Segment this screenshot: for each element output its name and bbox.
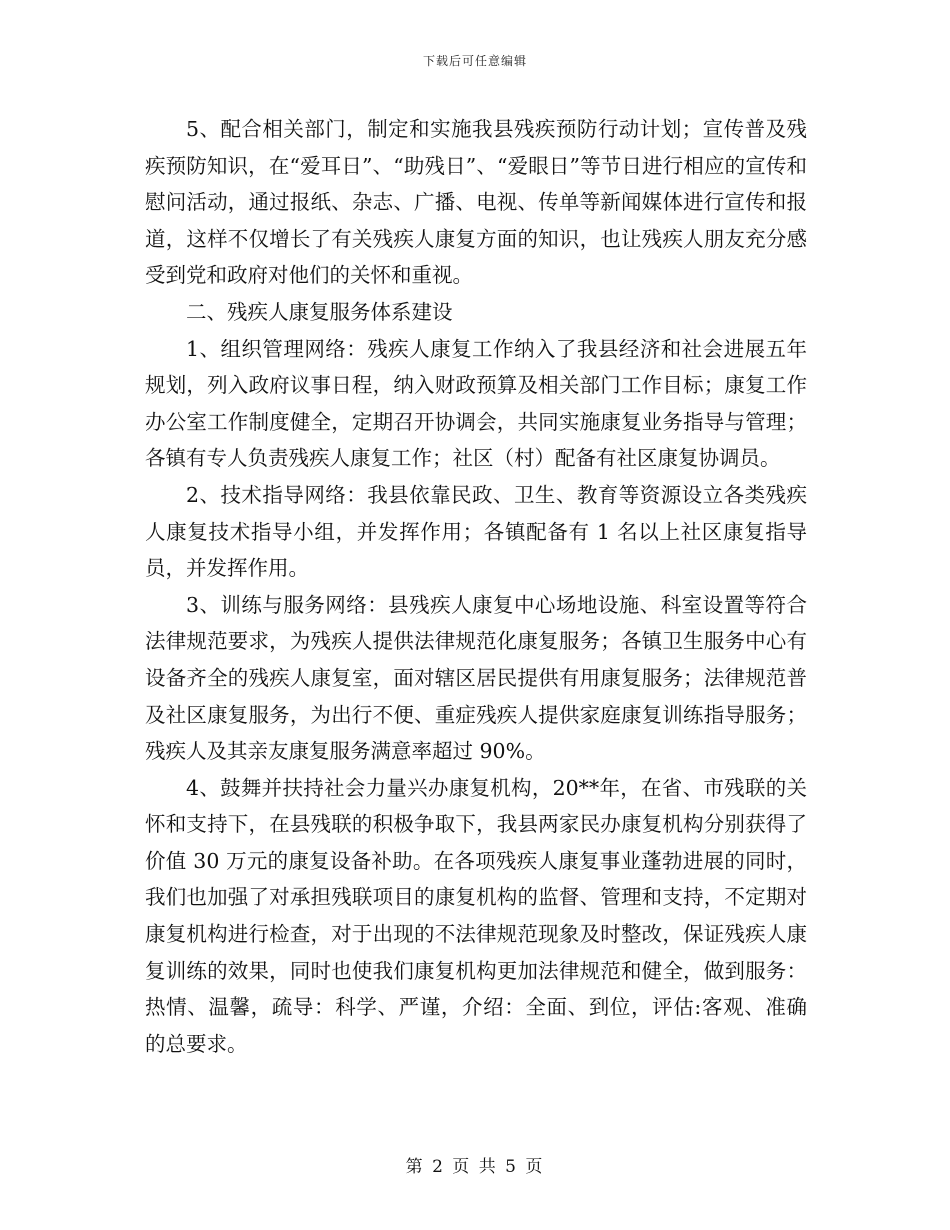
page-header: 下载后可任意编辑 bbox=[422, 54, 527, 68]
paragraph-management-network: 1、组织管理网络：残疾人康复工作纳入了我县经济和社会进展五年规划，列入政府议事日程，纳入财政预算及相关部门工作目标；康复工作办公室工作制度健全，定期召开协调会，共同实施康复业务指导与管理；各镇有专人负责残疾人康复工作；社区（村）配备有社区康复协调员。 bbox=[145, 336, 807, 471]
paragraph-training-network: 3、训练与服务网络：县残疾人康复中心场地设施、科室设置等符合法律规范要求，为残疾人提供法律规范化康复服务；各镇卫生服务中心有设备齐全的残疾人康复室，面对辖区居民提供有用康复服务；法律规范普及社区康复服务，为出行不便、重症残疾人提供家庭康复训练指导服务；残疾人及其亲友康复服务满意率超过 90%。 bbox=[145, 592, 807, 764]
paragraph-technical-network: 2、技术指导网络：我县依靠民政、卫生、教育等资源设立各类残疾人康复技术指导小组，并发挥作用；各镇配备有 1 名以上社区康复指导员，并发挥作用。 bbox=[145, 482, 807, 581]
paragraph-item-5: 5、配合相关部门，制定和实施我县残疾预防行动计划；宣传普及残疾预防知识，在“爱耳日”、“助残日”、“爱眼日”等节日进行相应的宣传和慰问活动，通过报纸、杂志、广播、电视、传单等新闻媒体进行宣传和报道，这样不仅增长了有关残疾人康复方面的知识，也让残疾人朋友充分感受到党和政府对他们的关怀和重视。 bbox=[145, 117, 807, 288]
paragraph-social-support: 4、鼓舞并扶持社会力量兴办康复机构，20**年，在省、市残联的关怀和支持下，在县残联的积极争取下，我县两家民办康复机构分别获得了价值 30 万元的康复设备补助。在各项残疾人康复事业蓬勃进展的同时，我们也加强了对承担残联项目的康复机构的监督、管理和支持，不定期对康复机构进行检查，对于出现的不法律规范现象及时整改，保证残疾人康复训练的效果，同时也使我们康复机构更加法律规范和健全，做到服务：热情、温馨，疏导：科学、严谨，介绍：全面、到位，评估:客观、准确的总要求。 bbox=[145, 775, 807, 1056]
page-number: 第 2 页 共 5 页 bbox=[405, 1157, 545, 1177]
section-heading-2: 二、残疾人康复服务体系建设 bbox=[186, 299, 453, 324]
document-body bbox=[145, 111, 807, 1062]
